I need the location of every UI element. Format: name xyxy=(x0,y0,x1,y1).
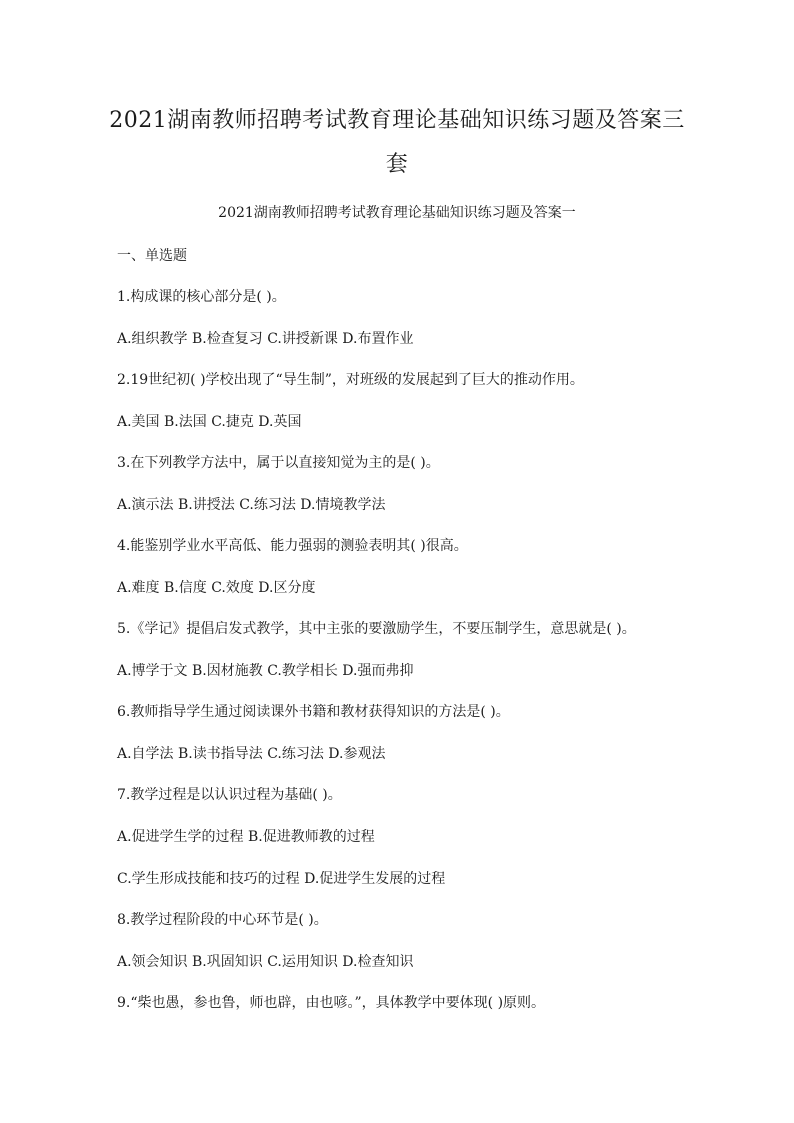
question-9: 9.“柴也愚，参也鲁，师也辟，由也喭。”，具体教学中要体现( )原则。 xyxy=(117,995,546,1011)
question-6: 6.教师指导学生通过阅读课外书籍和教材获得知识的方法是( )。 xyxy=(117,704,510,720)
question-1: 1.构成课的核心部分是( )。 xyxy=(117,289,286,305)
question-8-options: A.领会知识 B.巩固知识 C.运用知识 D.检查知识 xyxy=(117,954,414,970)
document-title-line-1: 2021湖南教师招聘考试教育理论基础知识练习题及答案三 xyxy=(109,108,685,133)
document-subtitle: 2021湖南教师招聘考试教育理论基础知识练习题及答案一 xyxy=(218,205,576,221)
question-1-options: A.组织教学 B.检查复习 C.讲授新课 D.布置作业 xyxy=(117,331,414,347)
question-4-options: A.难度 B.信度 C.效度 D.区分度 xyxy=(117,580,316,596)
question-2: 2.19世纪初( )学校出现了“导生制”，对班级的发展起到了巨大的推动作用。 xyxy=(117,372,584,388)
question-2-options: A.美国 B.法国 C.捷克 D.英国 xyxy=(117,414,302,430)
question-5-options: A.博学于文 B.因材施教 C.教学相长 D.强而弗抑 xyxy=(117,663,414,679)
question-5: 5.《学记》提倡启发式教学，其中主张的要激励学生，不要压制学生，意思就是( )。 xyxy=(117,621,636,637)
document-title-line-2: 套 xyxy=(385,152,409,177)
question-8: 8.教学过程阶段的中心环节是( )。 xyxy=(117,912,328,928)
question-6-options: A.自学法 B.读书指导法 C.练习法 D.参观法 xyxy=(117,746,386,762)
question-7-options-row-2: C.学生形成技能和技巧的过程 D.促进学生发展的过程 xyxy=(117,871,446,887)
question-7-options-row-1: A.促进学生学的过程 B.促进教师教的过程 xyxy=(117,829,375,845)
section-heading: 一、单选题 xyxy=(117,248,187,264)
question-7: 7.教学过程是以认识过程为基础( )。 xyxy=(117,787,342,803)
question-4: 4.能鉴别学业水平高低、能力强弱的测验表明其( )很高。 xyxy=(117,538,468,554)
question-3-options: A.演示法 B.讲授法 C.练习法 D.情境教学法 xyxy=(117,497,386,513)
question-3: 3.在下列教学方法中，属于以直接知觉为主的是( )。 xyxy=(117,455,440,471)
